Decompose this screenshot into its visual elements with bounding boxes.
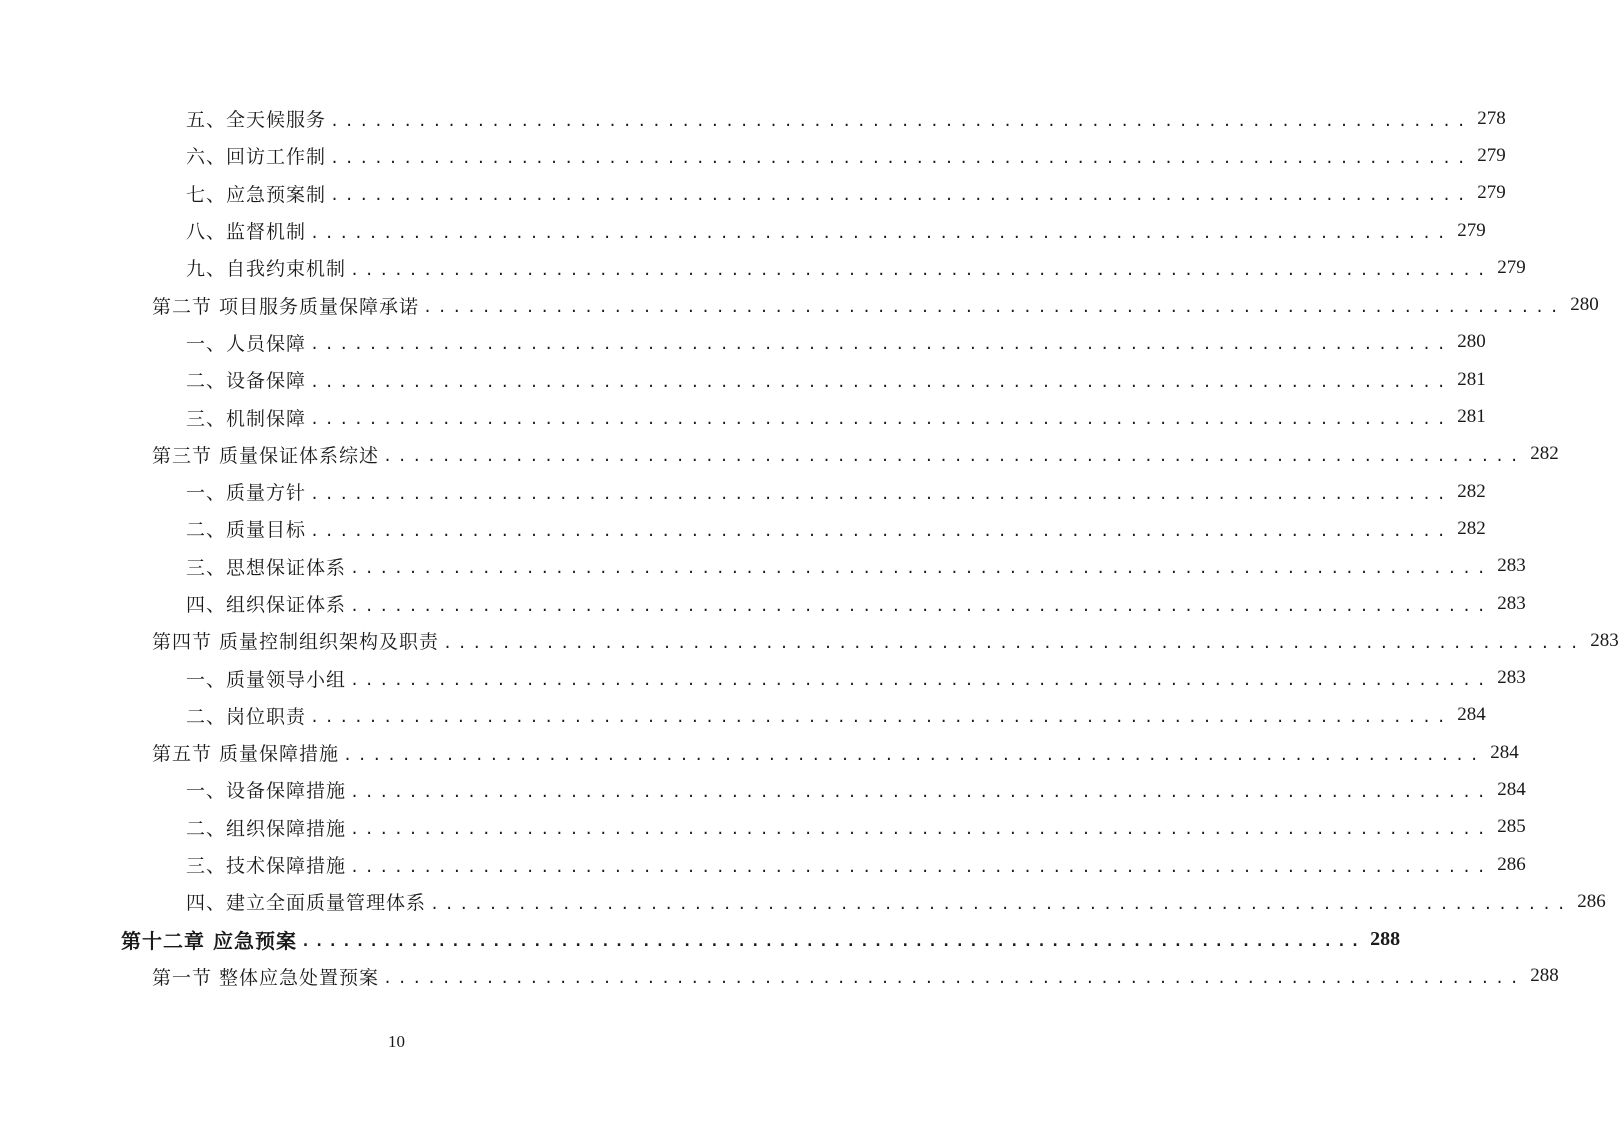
toc-entry-label: 第一节 整体应急处置预案 [152, 966, 380, 989]
toc-entry-label: 二、岗位职责 [186, 705, 307, 728]
leader-dots: .............................................................................. [383, 447, 1525, 466]
toc-entry[interactable] [0, 100, 1506, 137]
leader-dots: .............................................................................. [310, 335, 1452, 354]
toc-entry-page: 279 [1457, 219, 1486, 241]
leader-dots: .............................................................................. [310, 484, 1452, 503]
toc-entry-label: 一、质量领导小组 [186, 668, 347, 691]
toc-entry-label: 一、质量方针 [186, 482, 307, 505]
toc-section-entry[interactable] [0, 734, 1519, 771]
toc-entry[interactable] [0, 585, 1526, 622]
toc-entry[interactable] [0, 324, 1486, 361]
toc-entry-page: 283 [1497, 592, 1526, 614]
toc-entry[interactable] [0, 659, 1526, 696]
toc-entry-page: 280 [1570, 294, 1599, 316]
leader-dots: .............................................................................. [310, 372, 1452, 391]
toc-entry[interactable] [0, 809, 1526, 846]
toc-entry-label: 第四节 质量控制组织架构及职责 [152, 631, 440, 654]
toc-entry-page: 284 [1490, 741, 1519, 763]
toc-entry-page: 279 [1477, 144, 1506, 166]
toc-entry-page: 283 [1497, 555, 1526, 577]
leader-dots: .............................................................................. [350, 559, 1492, 578]
page-number: 10 [388, 1032, 405, 1051]
toc-entry[interactable] [0, 398, 1486, 435]
toc-entry-page: 283 [1497, 667, 1526, 689]
toc-entry-page: 280 [1457, 331, 1486, 353]
toc-entry-label: 八、监督机制 [186, 221, 307, 244]
toc-entry-label: 四、组织保证体系 [186, 594, 347, 616]
toc-entry[interactable] [0, 249, 1526, 286]
toc-entry-page: 282 [1530, 443, 1559, 465]
leader-dots: .............................................................................. [350, 671, 1492, 690]
toc-entry-page: 278 [1477, 107, 1506, 129]
toc-entry-label: 三、思想保证体系 [186, 556, 347, 579]
toc-entry-page: 279 [1497, 256, 1526, 278]
toc-entry-label: 二、质量目标 [186, 519, 307, 542]
leader-dots: .............................................................................. [443, 633, 1585, 652]
toc-entry-page: 288 [1370, 927, 1401, 950]
leader-dots: .............................................................................. [343, 745, 1485, 764]
toc-entry-page: 288 [1530, 965, 1559, 987]
leader-dots: .............................................................................. [423, 298, 1565, 317]
toc-section-entry[interactable] [0, 622, 1619, 659]
leader-dots: .............................................................................. [383, 969, 1525, 988]
leader-dots: .............................................................................. [330, 148, 1472, 167]
toc-entry-page: 286 [1577, 890, 1606, 912]
toc-entry-label: 四、建立全面质量管理体系 [186, 892, 427, 915]
toc-entry[interactable] [0, 137, 1506, 174]
toc-entry[interactable] [0, 846, 1526, 883]
toc-entry-label: 六、回访工作制 [186, 146, 327, 169]
leader-dots: .............................................................................. [310, 521, 1452, 540]
toc-entry-page: 285 [1497, 816, 1526, 838]
toc-entry-label: 第三节 质量保证体系综述 [152, 444, 380, 467]
toc-entry[interactable] [0, 548, 1526, 585]
toc-entry[interactable] [0, 361, 1486, 398]
toc-entry-label: 二、设备保障 [186, 370, 307, 393]
toc-section-entry[interactable] [0, 286, 1599, 323]
leader-dots: .............................................................................. [310, 223, 1452, 242]
toc-entry-label: 第十二章 应急预案 [121, 928, 297, 953]
toc-entry-label: 五、全天候服务 [186, 109, 327, 132]
toc-entry-page: 286 [1497, 853, 1526, 875]
toc-entry-page: 282 [1457, 517, 1486, 539]
leader-dots: .............................................................................. [350, 596, 1492, 615]
toc-entry-label: 一、设备保障措施 [186, 780, 347, 803]
toc-entry-label: 九、自我约束机制 [186, 258, 347, 281]
toc-entry-label: 一、人员保障 [186, 332, 307, 355]
toc-entry-label: 三、技术保障措施 [186, 855, 347, 878]
toc-entry-page: 279 [1477, 182, 1506, 204]
toc-entry[interactable] [0, 771, 1526, 808]
toc-section-entry[interactable] [0, 436, 1559, 473]
toc-section-entry[interactable] [0, 958, 1559, 995]
toc-entry-page: 283 [1590, 629, 1619, 651]
leader-dots: .............................................................................. [430, 894, 1572, 913]
toc-entry-label: 三、机制保障 [186, 407, 307, 430]
toc-entry-label: 七、应急预案制 [186, 183, 327, 206]
toc-chapter-entry[interactable] [0, 921, 1401, 958]
leader-dots: .............................................................................. [350, 820, 1492, 839]
table-of-contents [0, 100, 1619, 995]
toc-entry-page: 281 [1457, 368, 1486, 390]
toc-entry-label: 第五节 质量保障措施 [152, 743, 340, 766]
toc-entry-page: 281 [1457, 406, 1486, 428]
leader-dots: .............................................................................. [300, 932, 1365, 951]
leader-dots: .............................................................................. [350, 782, 1492, 801]
leader-dots: .............................................................................. [330, 111, 1472, 130]
toc-entry-page: 284 [1497, 778, 1526, 800]
toc-entry[interactable] [0, 212, 1486, 249]
toc-entry-label: 二、组织保障措施 [186, 817, 347, 840]
leader-dots: .............................................................................. [310, 410, 1452, 429]
toc-entry[interactable] [0, 883, 1606, 920]
toc-entry[interactable] [0, 510, 1486, 547]
leader-dots: .............................................................................. [350, 260, 1492, 279]
toc-entry-label: 第二节 项目服务质量保障承诺 [152, 295, 420, 318]
toc-entry[interactable] [0, 473, 1486, 510]
toc-entry-page: 282 [1457, 480, 1486, 502]
leader-dots: .............................................................................. [350, 857, 1492, 876]
leader-dots: .............................................................................. [330, 186, 1472, 205]
toc-entry[interactable] [0, 175, 1506, 212]
toc-entry[interactable] [0, 697, 1486, 734]
leader-dots: .............................................................................. [310, 708, 1452, 727]
toc-entry-page: 284 [1457, 704, 1486, 726]
